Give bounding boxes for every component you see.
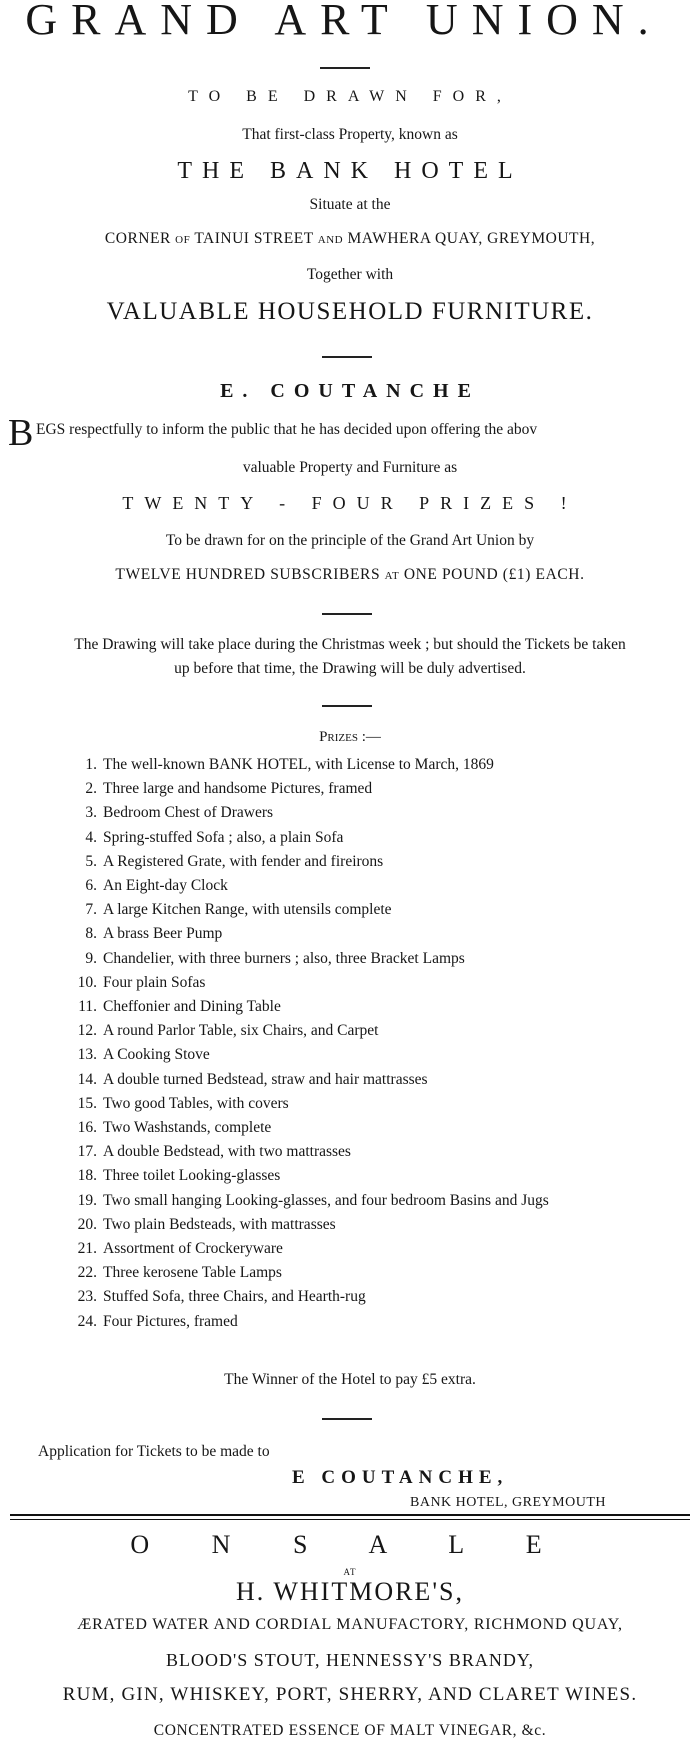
prize-number: 23.: [77, 1288, 97, 1306]
prize-item: [55, 997, 281, 1017]
prize-item: [55, 1239, 283, 1259]
divider: [322, 356, 372, 358]
subscribers-text: TWELVE HUNDRED SUBSCRIBERS: [115, 566, 381, 583]
prize-item: [55, 803, 273, 823]
prize-item: [55, 1021, 378, 1041]
prize-number: 8.: [85, 925, 97, 943]
together-line: Together with: [306, 266, 394, 283]
prize-item: [55, 1166, 280, 1186]
divider: [320, 67, 370, 69]
prize-description: Stuffed Sofa, three Chairs, and Hearth-rug: [103, 1288, 366, 1306]
to-be-drawn-line: TO BE DRAWN FOR,: [188, 88, 512, 105]
prize-item: [55, 1045, 210, 1065]
divider: [322, 1418, 372, 1420]
prize-item: [55, 949, 465, 969]
spirits-line: RUM, GIN, WHISKEY, PORT, SHERRY, AND CLARET WINES.: [62, 1684, 638, 1705]
prize-item: [55, 828, 343, 848]
prize-item: [55, 900, 392, 920]
prize-description: Two Washstands, complete: [103, 1119, 272, 1136]
prize-description: Three kerosene Table Lamps: [103, 1264, 282, 1282]
prize-number: 5.: [85, 852, 97, 870]
advert-title: GRAND ART UNION.: [25, 0, 663, 44]
prize-item: [55, 1070, 428, 1090]
prize-description: Three toilet Looking-glasses: [103, 1167, 281, 1185]
prize-description: Three large and handsome Pictures, framed: [103, 780, 373, 798]
prize-item: [55, 1312, 238, 1332]
prize-number: 24.: [77, 1312, 97, 1330]
prize-item: [55, 876, 228, 896]
prize-item: [55, 1191, 549, 1211]
and-word: AND: [317, 234, 344, 246]
situate-line: Situate at the: [309, 196, 391, 213]
drawing-notice-line2: up before that time, the Drawing will be duly advertised.: [174, 660, 526, 677]
furniture-heading: VALUABLE HOUSEHOLD FURNITURE.: [106, 298, 594, 325]
drawing-notice-line1: The Drawing will take place during the Christmas week ; but should the Tickets be taken: [74, 636, 626, 653]
signature-address: BANK HOTEL, GREYMOUTH: [410, 1495, 606, 1510]
prize-description: Chandelier, with three burners ; also, three Bracket Lamps: [103, 949, 465, 967]
at-label: AT: [343, 1567, 357, 1577]
prize-item: [55, 1215, 336, 1235]
subscribers-line: [0, 566, 700, 584]
prize-item: [55, 1142, 351, 1162]
prize-number: 15.: [77, 1094, 97, 1112]
business-line: ÆRATED WATER AND CORDIAL MANUFACTORY, RICHMOND QUAY,: [77, 1616, 623, 1633]
prize-number: 19.: [77, 1191, 97, 1209]
prize-description: An Eight-day Clock: [103, 877, 228, 894]
prize-item: [55, 973, 205, 993]
pound-text: ONE POUND (£1) EACH.: [403, 566, 585, 583]
prize-number: 22.: [77, 1264, 97, 1282]
prizes-heading: Prizes :—: [319, 729, 381, 745]
prize-number: 3.: [85, 804, 97, 822]
prize-description: Cheffonier and Dining Table: [103, 998, 281, 1015]
prize-number: 9.: [85, 949, 97, 967]
prize-item: [55, 1263, 282, 1283]
begs-paragraph-line1: EGS respectfully to inform the public that he has decided upon offering the abov: [36, 421, 538, 438]
prize-description: A Registered Grate, with fender and fireirons: [103, 852, 384, 870]
prize-number: 12.: [77, 1022, 97, 1040]
prize-item: [55, 1118, 271, 1138]
prize-description: Two good Tables, with covers: [103, 1094, 289, 1112]
proprietor-heading: E. COUTANCHE: [220, 380, 480, 402]
prize-number: 17.: [77, 1143, 97, 1161]
vinegar-line: CONCENTRATED ESSENCE OF MALT VINEGAR, &c.: [153, 1722, 547, 1739]
prize-item: [55, 779, 372, 799]
prize-number: 6.: [85, 877, 97, 894]
prize-description: The well-known BANK HOTEL, with License to March, 1869: [103, 756, 494, 773]
prize-description: A large Kitchen Range, with utensils complete: [103, 901, 392, 919]
winner-note: The Winner of the Hotel to pay £5 extra.: [224, 1371, 476, 1388]
at-word: AT: [384, 570, 400, 582]
prize-description: A brass Beer Pump: [103, 925, 223, 943]
prize-number: 10.: [77, 973, 97, 991]
application-line: Application for Tickets to be made to: [38, 1443, 270, 1460]
prize-number: 14.: [77, 1070, 97, 1088]
prize-number: 16.: [77, 1119, 97, 1136]
prize-number: 21.: [77, 1240, 97, 1257]
quay-name: MAWHERA QUAY, GREYMOUTH,: [347, 230, 596, 247]
street-name: TAINUI STREET: [194, 230, 314, 247]
prize-number: 18.: [77, 1167, 97, 1185]
prize-number: 4.: [85, 828, 97, 846]
prize-description: A double Bedstead, with two mattrasses: [103, 1143, 351, 1161]
prize-description: Two plain Bedsteads, with mattrasses: [103, 1215, 336, 1233]
prize-number: 2.: [85, 780, 97, 798]
signature-name: E COUTANCHE,: [292, 1467, 509, 1488]
prize-description: Spring-stuffed Sofa ; also, a plain Sofa: [103, 828, 344, 846]
divider: [322, 705, 372, 707]
prize-number: 1.: [85, 756, 97, 773]
prize-description: Two small hanging Looking-glasses, and four bedroom Basins and Jugs: [103, 1191, 549, 1209]
drawn-principle-line: To be drawn for on the principle of the Grand Art Union by: [165, 532, 535, 549]
prize-item: [55, 1287, 366, 1307]
prize-item: [55, 1094, 289, 1114]
prize-item: [55, 852, 383, 872]
prize-description: Four plain Sofas: [103, 973, 206, 991]
dropcap: B: [8, 412, 34, 454]
divider: [322, 613, 372, 615]
prize-number: 13.: [77, 1046, 97, 1064]
prize-item: [55, 755, 494, 775]
prize-number: 7.: [85, 901, 97, 919]
prize-description: A Cooking Stove: [103, 1046, 210, 1064]
corner-word: CORNER: [104, 230, 171, 247]
prizes-headline: TWENTY - FOUR PRIZES !: [122, 493, 578, 513]
prize-description: A round Parlor Table, six Chairs, and Carpet: [103, 1022, 379, 1040]
prize-description: Four Pictures, framed: [103, 1312, 238, 1330]
hotel-name: THE BANK HOTEL: [177, 158, 523, 184]
on-sale-heading: O N S A L E: [130, 1530, 570, 1559]
prize-description: Assortment of Crockeryware: [103, 1240, 283, 1257]
valuable-line: valuable Property and Furniture as: [242, 459, 458, 476]
advert-separator: [10, 1514, 690, 1516]
prize-description: A double turned Bedstead, straw and hair mattrasses: [103, 1070, 428, 1088]
prize-number: 11.: [78, 998, 97, 1015]
prize-number: 20.: [77, 1215, 97, 1233]
prize-item: [55, 924, 222, 944]
advert-separator: [10, 1519, 690, 1520]
address-line: [0, 230, 700, 248]
of-word: OF: [175, 234, 191, 246]
merchant-name: H. WHITMORE'S,: [236, 1577, 464, 1606]
prize-description: Bedroom Chest of Drawers: [103, 804, 274, 822]
stout-line: BLOOD'S STOUT, HENNESSY'S BRANDY,: [165, 1650, 535, 1670]
property-intro: That first-class Property, known as: [242, 126, 458, 143]
